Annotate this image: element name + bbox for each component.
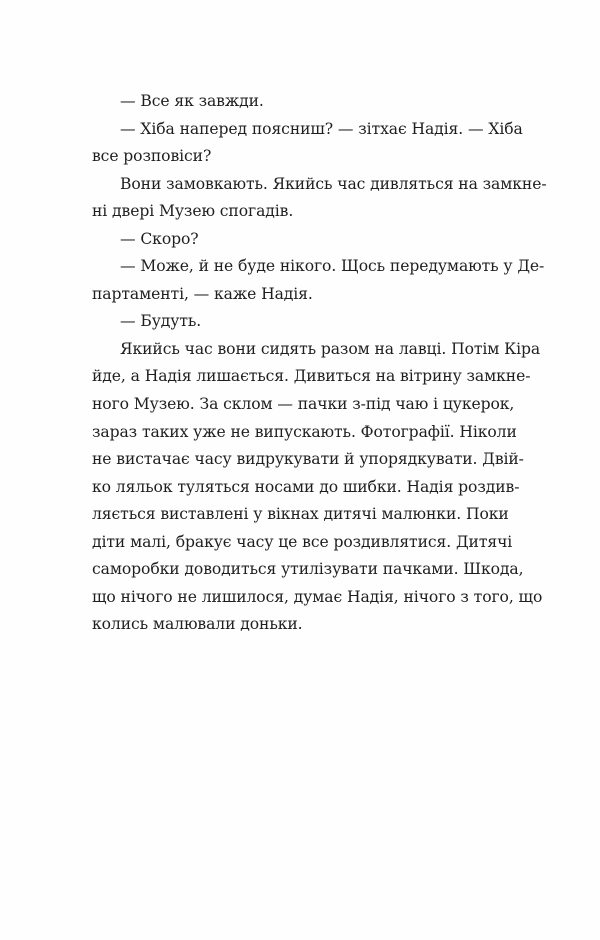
text-line: зараз таких уже не випускають. Фотографії. Ніколи	[92, 422, 517, 441]
text-line: саморобки доводиться утилізувати пачками. Шкода,	[92, 560, 524, 579]
text-line: — Будуть.	[120, 312, 202, 331]
text-line: ко ляльок туляться носами до шибки. Надія роздив-	[92, 477, 520, 496]
text-line: Якийсь час вони сидять разом на лавці. Потім Кіра	[120, 339, 541, 358]
text-line: діти малі, бракує часу це все роздивлятися. Дитячі	[92, 532, 513, 551]
text-line: йде, а Надія лишається. Дивиться на вітрину замкне-	[92, 367, 531, 386]
text-line: не вистачає часу видрукувати й упорядкувати. Двій-	[92, 450, 524, 469]
text-line: Вони замовкають. Якийсь час дивляться на замкне-	[120, 174, 547, 193]
text-line: що нічого не лишилося, думає Надія, нічого з того, що	[92, 587, 543, 606]
text-line: — Хіба наперед поясниш? — зітхає Надія. — Хіба	[120, 119, 523, 138]
text-line: партаменті, — каже Надія.	[92, 284, 313, 303]
text-line: — Все як завжди.	[120, 92, 264, 110]
page-text	[92, 88, 547, 639]
text-line: — Скоро?	[120, 229, 199, 248]
text-line: колись малювали доньки.	[92, 615, 303, 634]
text-line: ляється виставлені у вікнах дитячі малюнки. Поки	[92, 505, 509, 524]
text-line: ні двері Музею спогадів.	[92, 202, 294, 221]
text-line: все розповіси?	[92, 147, 212, 166]
text-line: ного Музею. За склом — пачки з-під чаю і цукерок,	[92, 395, 515, 414]
text-line: — Може, й не буде нікого. Щось передумають у Де-	[120, 257, 545, 276]
